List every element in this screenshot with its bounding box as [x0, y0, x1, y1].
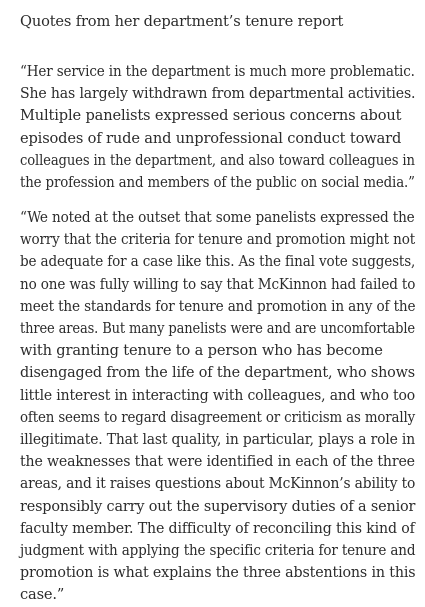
quote-line: responsibly carry out the supervisory duties of a senior [20, 497, 416, 515]
quote-line: little interest in interacting with colleagues, and who too [20, 386, 416, 404]
quote-line: with granting tenure to a person who has become [20, 342, 383, 360]
quote-line: disengaged from the life of the department, who shows [20, 364, 416, 382]
quote-line: case.” [20, 586, 65, 604]
document-heading: Quotes from her department’s tenure report [20, 13, 344, 30]
quote-line: be adequate for a case like this. As the final vote suggests, [20, 253, 416, 271]
quote-line: no one was fully willing to say that McKinnon had failed to [20, 275, 416, 293]
quote-line: areas, and it raises questions about McKinnon’s ability to [20, 475, 416, 493]
quote-line: Multiple panelists expressed serious concerns about [20, 107, 402, 125]
quote-line: illegitimate. That last quality, in particular, plays a role in [20, 431, 416, 449]
quote-line: faculty member. The difficulty of reconciling this kind of [20, 519, 415, 537]
quote-paragraph-2 [20, 207, 425, 607]
quote-line: colleagues in the department, and also toward colleagues in [20, 151, 415, 169]
quote-line: episodes of rude and unprofessional conduct toward [20, 129, 402, 147]
quote-line: often seems to regard disagreement or criticism as morally [20, 408, 416, 426]
quote-line: three areas. But many panelists were and are uncomfortable [20, 320, 415, 338]
quote-line: promotion is what explains the three abstentions in this [20, 564, 416, 582]
quote-line: “We noted at the outset that some panelists expressed the [20, 209, 415, 226]
quote-paragraph-1 [20, 61, 425, 194]
quote-line: the weaknesses that were identified in each of the three [20, 453, 415, 471]
quote-line: the profession and members of the public on social media.” [20, 174, 415, 192]
quote-line: “Her service in the department is much more problematic. [20, 63, 415, 80]
quote-line: meet the standards for tenure and promotion in any of the [20, 297, 416, 315]
quote-line: worry that the criteria for tenure and promotion might not [20, 231, 416, 249]
quote-line: She has largely withdrawn from departmental activities. [20, 85, 416, 103]
quote-line: judgment with applying the specific criteria for tenure and [20, 542, 416, 560]
